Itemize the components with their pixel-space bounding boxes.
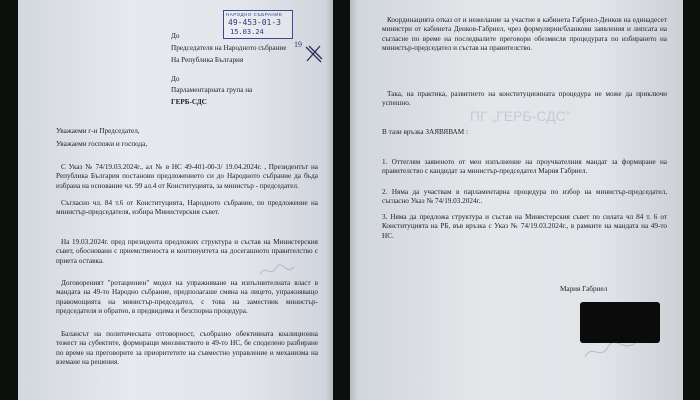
paragraph-constitution: Съгласно чл. 84 т.6 от Конституцията, Народното събрание, по предложение на министър-председателя, избира Министерския съвет. [56, 199, 318, 217]
addr2-to: До [171, 75, 180, 83]
addr1-line2: На Република България [171, 56, 244, 64]
faded-letterhead: ПГ „ГЕРБ-СДС" [470, 108, 571, 124]
declaration-item-2: 2. Няма да участвам в парламентарна процедура по избор на министър-председател, съгласно Указ № 74/19.03.2024г.. [382, 188, 667, 206]
addr2-line1: Парламентарната група на [171, 86, 253, 94]
greeting-chair: Уважаеми г-н Председател, [56, 127, 140, 135]
handwritten-cross-mark [304, 44, 324, 64]
gutter-shadow [350, 0, 358, 400]
paragraph-proposal: На 19.03.2024г. пред президента предложих структура и състав на Министерския съвет, обосновани с приемственоста и континуитета на досегашното правителство с приета оставка. [56, 238, 318, 265]
paragraph-refusal: Координацията отказ от и нежелание за участие в кабинета Габриел-Денков на единадесет министри от кабинета Денков-Габриел, чрез формулярни/бланкови заявления и липсата на съгласие по време на последвалите преговори обезмисля процедурата по избирането на министър-председател и състав на правителство. [382, 16, 667, 53]
addr1-to: До [171, 32, 180, 40]
letter-page-1 [18, 0, 333, 400]
margin-mark: 19 [294, 40, 302, 49]
registration-stamp [223, 10, 293, 39]
paragraph-rotation-model: Договореният "ротационен" модел на упражняване на изпълнителната власт в мандата на 49-то Народно събрание, предполагаше смяна на лицето, упражняващо правомощията на министър-председател, с това на заместник министър-председателя и обратно, в предвидима и безспорна процедура. [56, 279, 318, 316]
stamp-number: 49-453-01-3 [228, 18, 281, 27]
signature-name: Мария Габриел [560, 285, 608, 293]
greeting-all: Уважаеми госпожи и господа, [56, 140, 148, 148]
paragraph-conclusion: Така, на практика, развитието на конституционната процедура не може да приключи успешно. [382, 90, 667, 108]
addr2-line2: ГЕРБ-СДС [171, 98, 207, 106]
declaration-item-1: 1. Оттеглям заявеното от мен изпълнение на проучвателния мандат за формиране на правителство с кандидат за министър-председател Мария Габриел. [382, 158, 667, 176]
faint-signature-mark [258, 262, 298, 280]
addr1-line1: Председателя на Народното събрание [171, 44, 287, 52]
paragraph-decree: С Указ № 74/19.03.2024г., ал № в НС 49-401-00-3/ 19.04.2024г. , Президентът на Република България постанови предложението си до Народното събрание да бъда избрана на основание чл. 99 ал.4 от Конституцията, за министър - председател. [56, 163, 318, 190]
faint-handwritten-signature [582, 335, 642, 365]
page-edge-shadow [325, 0, 333, 400]
paragraph-political-balance: Балансът на политическата отговорност, съобразно обективната коалиционна тежест на субектите, формиращи мнозинството в 49-то НС, бе споделено разбиране по време на преговорите за приоритетите на съвместно управление и механизма на вземане на решения. [56, 330, 318, 367]
stamp-date: 15.03.24 [230, 28, 264, 36]
declaration-item-3: 3. Няма да предложа структура и състав на Министерския съвет по силата чл 84 т. 6 от Конституцията на РБ, във връзка с Указ № 74/19.03.2024г., в рамките на мандата на 49-то НС. [382, 213, 667, 240]
stamp-org: НАРОДНО СЪБРАНИЕ [226, 12, 283, 17]
letter-page-2 [350, 0, 683, 400]
declaration-heading: В тази връзка ЗАЯВЯВАМ : [382, 128, 468, 136]
